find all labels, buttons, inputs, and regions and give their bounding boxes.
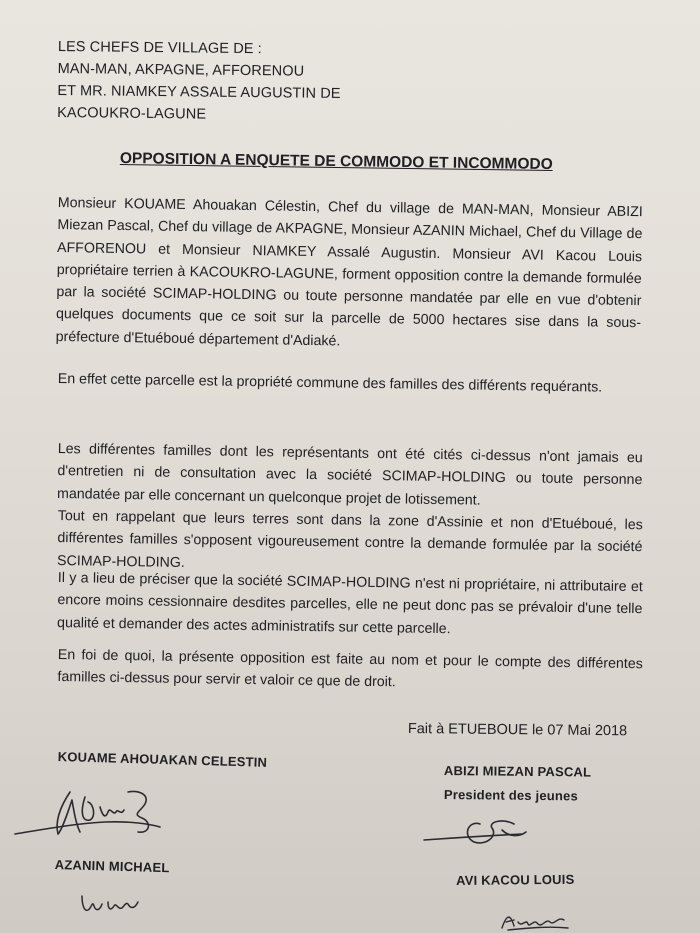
paragraph: En effet cette parcelle est la propriété commune des familles des différents requérants. [57, 370, 603, 396]
signature-avi [498, 906, 578, 933]
signature-azanin [78, 888, 158, 918]
signature-kouame [10, 772, 210, 852]
header-line: MAN-MAN, AKPAGNE, AFFORENOU [57, 60, 305, 80]
signatory-name: ABIZI MIEZAN PASCAL [443, 763, 592, 780]
signatory-name: AZANIN MICHAEL [54, 857, 170, 876]
paragraph: En foi de quoi, la présente opposition est faite au nom et pour le compte des différentes familles ci-dessus pour servir et valoir ce que de droit. [57, 646, 643, 691]
letter-header [57, 36, 341, 127]
header-line: KACOUKRO-LAGUNE [57, 104, 207, 123]
place-and-date: Fait à ETUEBOUE le 07 Mai 2018 [407, 721, 628, 740]
signatory-name: KOUAME AHOUAKAN CELESTIN [57, 749, 268, 770]
paragraph: Tout en rappelant que leurs terres sont dans la zone d'Assinie et non d'Etuéboué, les différentes familles s'opposent vigoureusement contre la demande formulée par la société SCIMAP-HOLDING. [57, 507, 643, 571]
document-title: OPPOSITION A ENQUETE DE COMMODO ET INCOMMODO [119, 150, 553, 174]
signatory-role: President des jeunes [443, 787, 579, 804]
header-line: ET MR. NIAMKEY ASSALE AUGUSTIN DE [57, 82, 341, 102]
header-line: LES CHEFS DE VILLAGE DE : [57, 38, 262, 58]
paragraph: Les différentes familles dont les représentants ont été cités ci-dessus n'ont jamais eu d'entretien ni de consultation avec la société SCIMAP-HOLDING ou toute personne mandatée par elle concernant un quelconque projet de lotissement. [57, 440, 643, 509]
paragraph: Monsieur KOUAME Ahouakan Célestin, Chef du village de MAN-MAN, Monsieur ABIZI Miezan Pascal, Chef du village de AKPAGNE, Monsieur AZANIN Michael, Chef du Village de AFFORENOU et Monsieur NIAMKEY Assalé Augustin. Monsieur AVI Kacou Louis propriétaire terrien à KACOUKRO-LAGUNE, forment opposition contre la demande formulée par la société SCIMAP-HOLDING ou toute personne mandatée par elle en vue d'obtenir quelques documents que ce soit sur la parcelle de 5000 hectares sise dans la sous-préfecture d'Etuéboué département d'Adiaké. [55, 194, 643, 350]
signatory-name: AVI KACOU LOUIS [456, 871, 575, 888]
paragraph: Il y a lieu de préciser que la société SCIMAP-HOLDING n'est ni propriétaire, ni attributaire et encore moins cessionnaire desdites parcelles, elle ne peut donc pas se prévaloir d'une telle qualité et demander des actes administratifs sur cette parcelle. [57, 569, 643, 637]
signature-abizi [422, 806, 552, 856]
